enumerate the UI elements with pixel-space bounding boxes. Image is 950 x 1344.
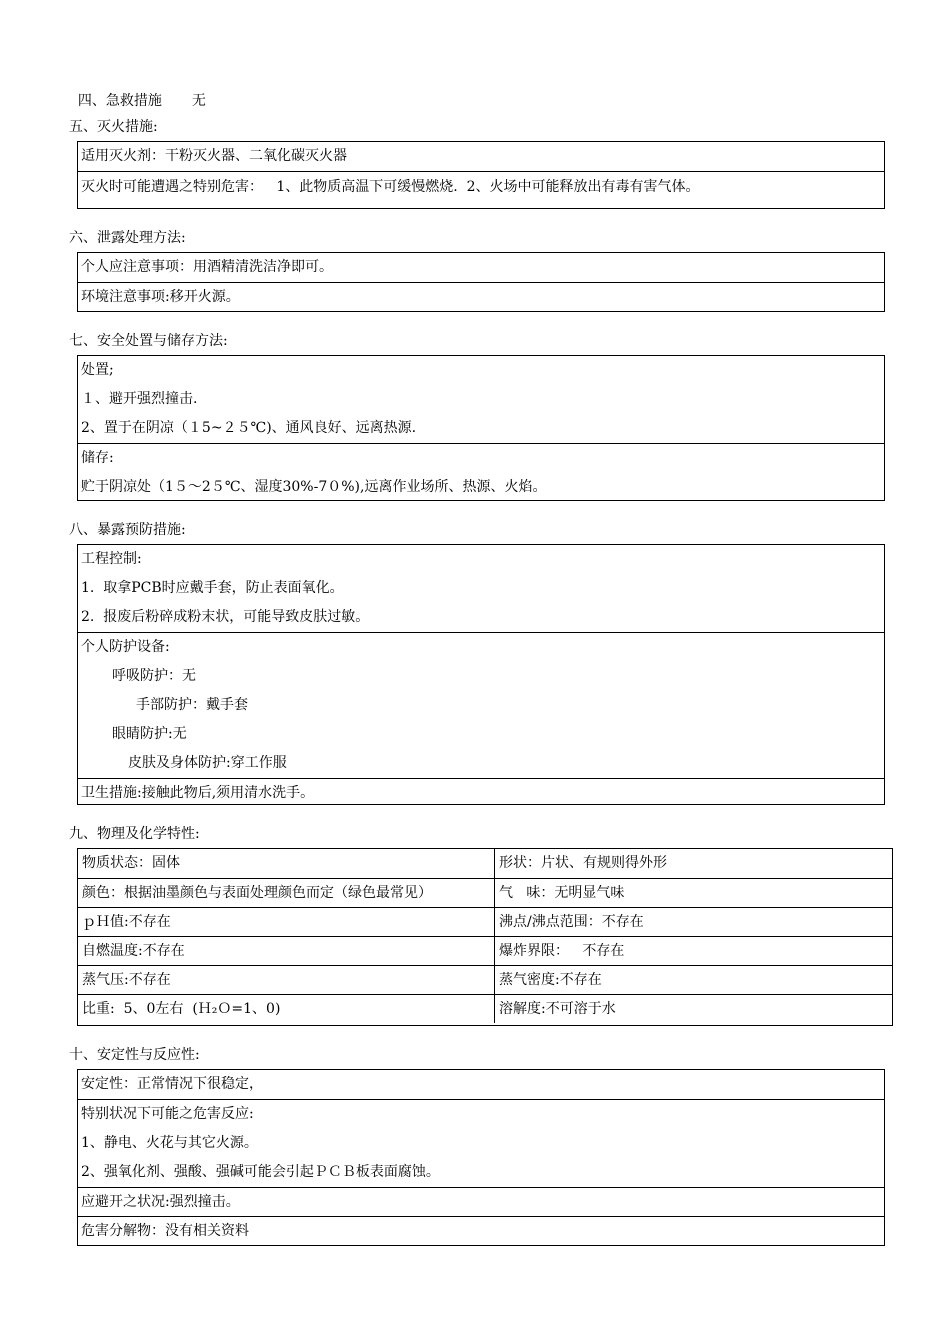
ppe-skin: 皮肤及身体防护:穿工作服 [128,755,287,771]
properties-row [78,849,892,878]
properties-row [78,907,892,936]
storage-heading: 储存: [81,450,114,466]
property-cell: ｐＨ值:不存在 [78,908,495,936]
reactions-item: 2、强氧化剂、强酸、强碱可能会引起ＰＣＢ板表面腐蚀。 [81,1164,440,1180]
storage-item: 贮于阴凉处（1５～2５℃、湿度30%-7０%),远离作业场所、热源、火焰。 [81,479,547,495]
engineering-control-block [78,545,884,632]
decomposition-products-row: 危害分解物：没有相关资料 [78,1216,884,1245]
ppe-eye: 眼睛防护:无 [112,726,187,742]
property-cell: 物质状态：固体 [78,849,495,878]
properties-row [78,965,892,994]
handling-item: 2、置于在阴凉（１5~２５℃)、通风良好、远离热源. [81,420,417,436]
property-cell: 形状：片状、有规则得外形 [499,855,667,871]
handling-storage-table [77,355,885,501]
stability-row: 安定性：正常情况下很稳定， [81,1076,263,1092]
property-cell: 溶解度:不可溶于水 [499,1001,616,1017]
extinguishing-agent-row: 适用灭火剂：干粉灭火器、二氧化碳灭火器 [81,148,347,164]
hazardous-reactions-block [78,1099,884,1187]
properties-row [78,936,892,965]
stability-reactivity-table [77,1069,885,1246]
section-4-heading [69,74,206,110]
property-cell: 沸点/沸点范围：不存在 [499,914,644,930]
section-4-value: 无 [191,93,206,109]
property-cell: 爆炸界限： 不存在 [499,943,625,959]
handling-block [78,356,884,443]
property-cell: 气 味：无明显气味 [499,885,625,901]
handling-item: １、避开强烈撞击. [81,391,198,407]
section-7-title: 七、安全处置与储存方法: [69,333,228,349]
property-cell: 颜色：根据油墨颜色与表面处理颜色而定（绿色最常见） [78,879,495,907]
property-cell: 蒸气密度:不存在 [499,972,602,988]
hygiene-row: 卫生措施:接触此物后,须用清水洗手。 [78,778,884,807]
ppe-respiratory: 呼吸防护：无 [112,668,196,684]
ppe-heading: 个人防护设备: [81,639,170,655]
ppe-hand: 手部防护：戴手套 [136,697,248,713]
storage-block [78,443,884,502]
conditions-to-avoid-row: 应避开之状况:强烈撞击。 [78,1187,884,1216]
property-cell: 蒸气压:不存在 [78,966,495,994]
personal-precaution-row: 个人应注意事项：用酒精清洗洁净即可。 [81,259,333,275]
section-5-title: 五、灭火措施: [69,119,158,135]
section-8-title: 八、暴露预防措施: [69,522,186,538]
handling-heading: 处置; [81,362,114,378]
property-cell: 自燃温度:不存在 [78,937,495,965]
section-4-title: 四、急救措施 [77,93,162,109]
engineering-heading: 工程控制: [81,551,142,567]
property-cell: 比重: 5、0左右 (Ｈ₂Ｏ=1、0) [78,995,495,1023]
properties-table [77,848,893,1026]
leak-handling-table [77,252,885,312]
special-hazard-row: 灭火时可能遭遇之特别危害： 1、此物质高温下可缓慢燃烧. 2、火场中可能释放出有毒有害气体。 [78,171,884,208]
section-10-title: 十、安定性与反应性: [69,1047,200,1063]
ppe-block [78,632,884,778]
engineering-item: 2. 报废后粉碎成粉末状，可能导致皮肤过敏。 [81,609,370,625]
properties-row [78,878,892,907]
reactions-item: 1、静电、火花与其它火源。 [81,1135,258,1151]
section-9-title: 九、物理及化学特性: [69,826,200,842]
fire-fighting-table [77,141,885,209]
engineering-item: 1. 取拿PCB时应戴手套，防止表面氧化。 [81,580,344,596]
properties-row [78,994,892,1023]
reactions-heading: 特别状况下可能之危害反应: [81,1106,254,1122]
exposure-control-table [77,544,885,805]
environmental-precaution-row: 环境注意事项:移开火源。 [78,282,884,311]
section-6-title: 六、泄露处理方法: [69,230,186,246]
